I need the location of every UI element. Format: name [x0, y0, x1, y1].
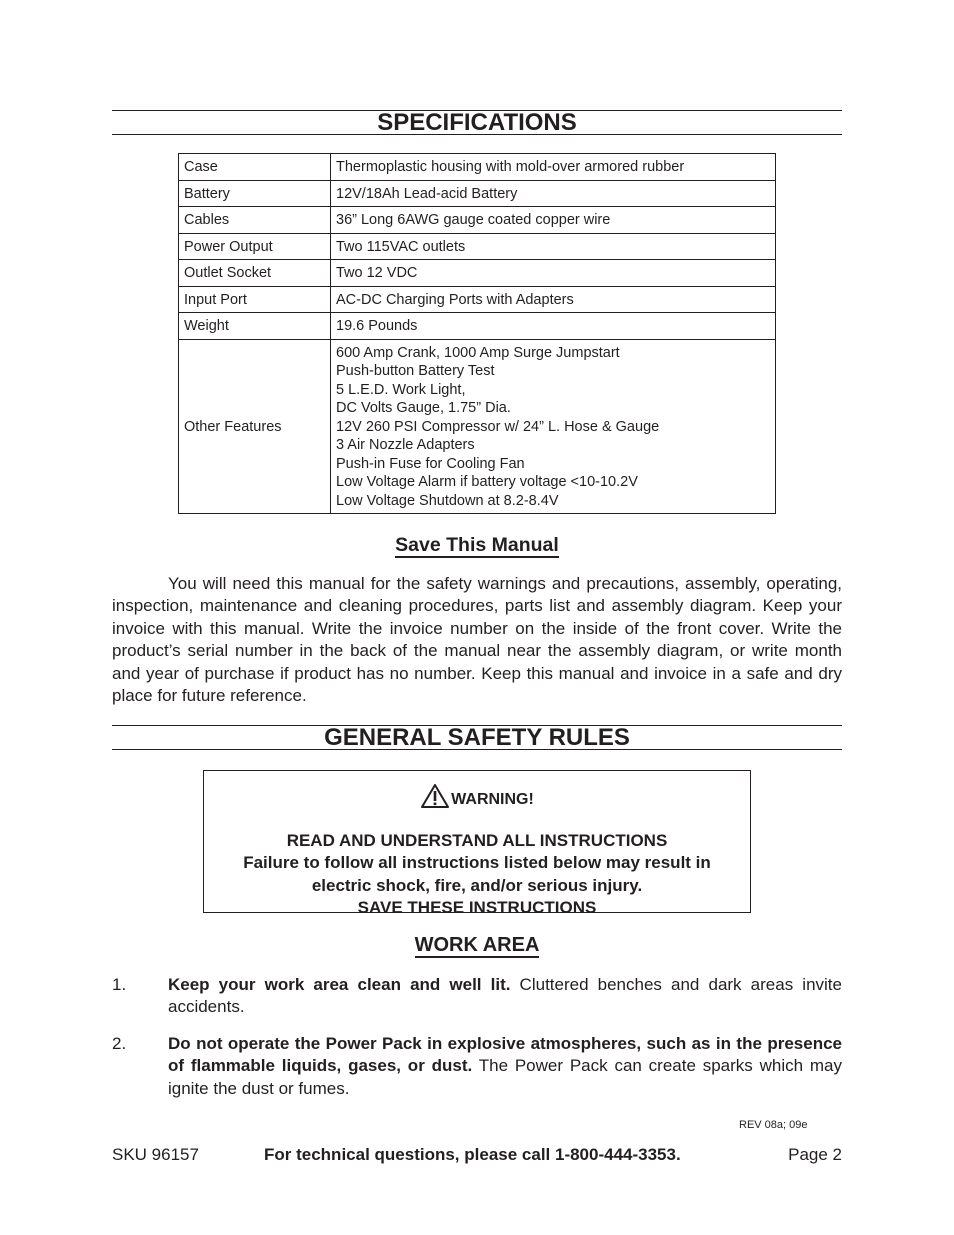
list-body-text: Cluttered benches and dark areas invite accidents. — [168, 975, 842, 1017]
warning-box — [203, 770, 751, 917]
spec-label: Other Features — [179, 339, 331, 514]
feature-line: Push-in Fuse for Cooling Fan — [336, 455, 525, 472]
save-manual-paragraph: You will need this manual for the safety warnings and precautions, assembly, operating, inspection, maintenance and cleaning procedures, parts list and assembly diagram. Keep your invoice with this manual. Write the invoice number on the inside of the front cover. Write the product’s serial number in the back of the manual near the assembly diagram, or write month and year of purchase if product has no number. Keep this manual and invoice in a safe and dry place for future reference. — [112, 574, 842, 706]
warning-title — [204, 783, 750, 817]
spec-value: Thermoplastic housing with mold-over armored rubber — [331, 154, 776, 181]
list-text — [168, 1033, 842, 1100]
feature-line: 5 L.E.D. Work Light, — [336, 381, 466, 398]
warning-line: SAVE THESE INSTRUCTIONS — [357, 898, 597, 917]
warning-line: electric shock, fire, and/or serious injury. — [311, 875, 643, 895]
table-row — [179, 207, 776, 234]
spec-label: Battery — [179, 180, 331, 207]
work-area-heading-text: WORK AREA — [414, 934, 540, 956]
spec-value: Two 12 VDC — [331, 260, 776, 287]
spec-value: 36” Long 6AWG gauge coated copper wire — [331, 207, 776, 234]
spec-label: Input Port — [179, 286, 331, 313]
spec-label: Cables — [179, 207, 331, 234]
table-row — [179, 339, 776, 514]
table-row — [179, 260, 776, 287]
feature-line: 600 Amp Crank, 1000 Amp Surge Jumpstart — [336, 344, 620, 361]
list-item — [112, 1033, 842, 1100]
save-manual-heading-text: Save This Manual — [395, 534, 559, 556]
warning-line: READ AND UNDERSTAND ALL INSTRUCTIONS — [286, 830, 668, 850]
table-row — [179, 154, 776, 181]
feature-line: 3 Air Nozzle Adapters — [336, 437, 475, 453]
feature-line: Low Voltage Shutdown at 8.2-8.4V — [336, 492, 559, 509]
sku-label: SKU 96157 — [112, 1145, 199, 1164]
table-row — [179, 233, 776, 260]
spec-label: Weight — [179, 313, 331, 340]
list-bold-text: Keep your work area clean and well lit. — [168, 975, 511, 994]
warning-triangle-icon — [420, 783, 450, 817]
feature-line: Push-button Battery Test — [336, 363, 495, 379]
spec-value: 12V/18Ah Lead-acid Battery — [331, 180, 776, 207]
list-item — [112, 974, 842, 1019]
spec-label: Outlet Socket — [179, 260, 331, 287]
warning-line: Failure to follow all instructions listed below may result in — [243, 853, 711, 872]
work-area-heading — [0, 934, 954, 957]
revision-label: REV 08a; 09e — [739, 1119, 808, 1131]
spec-value: Two 115VAC outlets — [331, 233, 776, 260]
list-text — [168, 974, 842, 1019]
spec-value-features — [331, 339, 776, 514]
tech-support-text: For technical questions, please call 1-800-444-3353. — [264, 1145, 681, 1164]
spec-value: AC-DC Charging Ports with Adapters — [331, 286, 776, 313]
spec-value: 19.6 Pounds — [331, 313, 776, 340]
feature-line: Low Voltage Alarm if battery voltage <10-10.2V — [336, 474, 638, 490]
page-number: Page 2 — [788, 1145, 842, 1164]
feature-line: DC Volts Gauge, 1.75” Dia. — [336, 400, 511, 416]
list-number: 1. — [112, 975, 127, 994]
list-bold-text: Do not operate the Power Pack in explosive atmospheres, such as in the presence of flammable liquids, gases, or dust. — [168, 1034, 842, 1076]
table-row — [179, 286, 776, 313]
spec-label: Power Output — [179, 233, 331, 260]
save-manual-heading — [0, 534, 954, 557]
spec-label: Case — [179, 154, 331, 181]
list-body-text: The Power Pack can create sparks which may ignite the dust or fumes. — [168, 1056, 843, 1098]
safety-heading: GENERAL SAFETY RULES — [112, 725, 842, 750]
list-number: 2. — [112, 1034, 127, 1053]
specifications-heading: SPECIFICATIONS — [112, 110, 842, 135]
table-row — [179, 180, 776, 207]
table-row — [179, 313, 776, 340]
feature-line: 12V 260 PSI Compressor w/ 24” L. Hose & Gauge — [336, 418, 660, 435]
warning-title-text: WARNING! — [451, 790, 534, 808]
specifications-table — [178, 153, 776, 514]
